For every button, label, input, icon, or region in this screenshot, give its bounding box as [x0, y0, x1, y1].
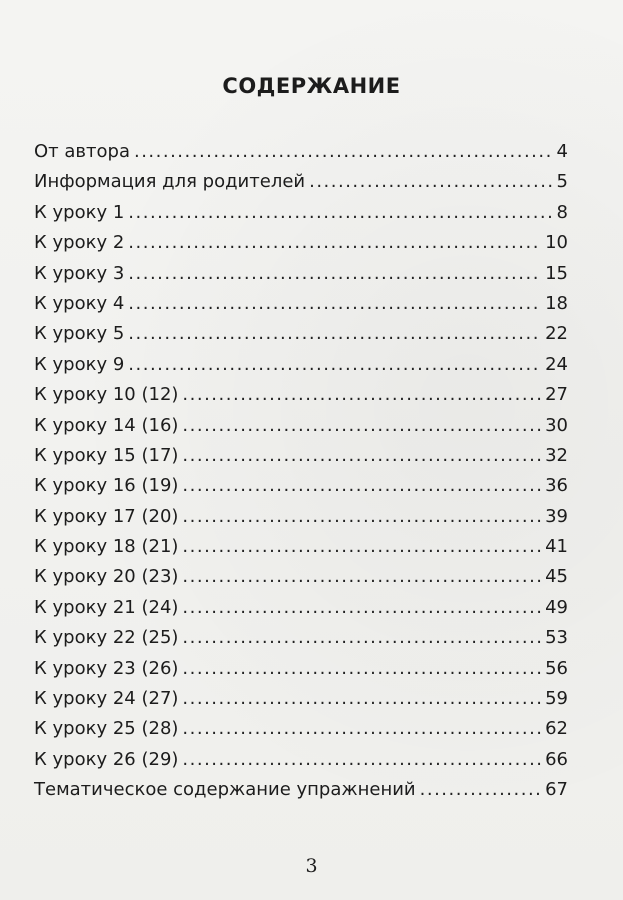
toc-entry: [34, 475, 568, 505]
toc-entry-label: К уроку 10 (12): [34, 384, 179, 406]
toc-leader-dots: [128, 263, 541, 284]
toc-entry: [34, 688, 568, 718]
toc-leader-dots: [128, 354, 541, 375]
toc-leader-dots: [182, 658, 541, 679]
toc-entry-label: К уроку 3: [34, 262, 125, 284]
toc-entry: [34, 202, 568, 232]
toc-entry-page: 8: [556, 201, 568, 223]
toc-leader-dots: [309, 171, 552, 192]
toc-entry: [34, 779, 568, 809]
toc-entry-page: 49: [545, 596, 568, 618]
toc-leader-dots: [182, 536, 541, 557]
toc-entry: [34, 384, 568, 414]
toc-leader-dots: [128, 293, 541, 314]
toc-entry: [34, 597, 568, 627]
toc-entry: [34, 566, 568, 596]
toc-entry-label: К уроку 21 (24): [34, 596, 179, 618]
table-of-contents: [34, 141, 568, 810]
toc-entry-page: 41: [545, 536, 568, 558]
toc-leader-dots: [128, 232, 541, 253]
toc-entry-label: К уроку 26 (29): [34, 748, 179, 770]
toc-entry-label: К уроку 18 (21): [34, 536, 179, 558]
toc-entry-label: К уроку 25 (28): [34, 718, 179, 740]
toc-entry: [34, 749, 568, 779]
toc-entry-page: 22: [545, 323, 568, 345]
toc-leader-dots: [182, 688, 541, 709]
toc-entry-label: К уроку 17 (20): [34, 505, 179, 527]
toc-entry-page: 24: [545, 353, 568, 375]
toc-entry-page: 36: [545, 475, 568, 497]
toc-entry: [34, 658, 568, 688]
toc-entry-page: 45: [545, 566, 568, 588]
toc-entry: [34, 445, 568, 475]
toc-leader-dots: [134, 141, 553, 162]
toc-entry-label: К уроку 9: [34, 353, 125, 375]
toc-entry-page: 39: [545, 505, 568, 527]
toc-leader-dots: [182, 597, 541, 618]
toc-leader-dots: [128, 202, 552, 223]
toc-leader-dots: [182, 506, 541, 527]
toc-entry-page: 67: [545, 779, 568, 801]
toc-entry-page: 32: [545, 444, 568, 466]
toc-leader-dots: [182, 718, 541, 739]
toc-entry-page: 59: [545, 688, 568, 710]
toc-entry-page: 53: [545, 627, 568, 649]
toc-entry: [34, 323, 568, 353]
toc-leader-dots: [182, 445, 541, 466]
toc-entry-page: 56: [545, 657, 568, 679]
toc-entry-label: От автора: [34, 141, 130, 162]
toc-entry: [34, 415, 568, 445]
toc-entry-label: К уроку 15 (17): [34, 444, 179, 466]
toc-entry: [34, 141, 568, 171]
toc-entry: [34, 536, 568, 566]
toc-entry: [34, 293, 568, 323]
toc-entry-page: 27: [545, 384, 568, 406]
toc-entry: [34, 627, 568, 657]
toc-entry-label: Тематическое содержание упражнений: [34, 779, 416, 801]
toc-entry-label: К уроку 20 (23): [34, 566, 179, 588]
toc-entry-page: 66: [545, 748, 568, 770]
page-number: 3: [305, 855, 318, 877]
toc-entry: [34, 263, 568, 293]
page-title: СОДЕРЖАНИЕ: [222, 74, 401, 98]
toc-leader-dots: [182, 566, 541, 587]
toc-entry: [34, 232, 568, 262]
toc-leader-dots: [420, 779, 541, 800]
toc-entry-label: К уроку 2: [34, 232, 125, 254]
toc-entry-page: 15: [545, 262, 568, 284]
toc-entry-label: К уроку 23 (26): [34, 657, 179, 679]
toc-entry-page: 18: [545, 292, 568, 314]
toc-entry-page: 30: [545, 414, 568, 436]
toc-entry-label: К уроку 4: [34, 292, 125, 314]
toc-entry: [34, 354, 568, 384]
toc-entry: [34, 171, 568, 201]
toc-entry-page: 10: [545, 232, 568, 254]
toc-entry-label: Информация для родителей: [34, 171, 306, 193]
toc-entry: [34, 506, 568, 536]
toc-entry-label: К уроку 5: [34, 323, 125, 345]
toc-entry-label: К уроку 1: [34, 201, 125, 223]
toc-leader-dots: [182, 749, 541, 770]
toc-leader-dots: [182, 415, 541, 436]
toc-leader-dots: [182, 627, 541, 648]
toc-entry-label: К уроку 14 (16): [34, 414, 179, 436]
toc-entry-page: 4: [556, 141, 568, 162]
toc-leader-dots: [128, 323, 541, 344]
toc-entry: [34, 718, 568, 748]
toc-entry-label: К уроку 16 (19): [34, 475, 179, 497]
toc-leader-dots: [182, 384, 541, 405]
toc-entry-label: К уроку 24 (27): [34, 688, 179, 710]
toc-entry-page: 62: [545, 718, 568, 740]
toc-entry-page: 5: [556, 171, 568, 193]
toc-leader-dots: [182, 475, 541, 496]
toc-entry-label: К уроку 22 (25): [34, 627, 179, 649]
